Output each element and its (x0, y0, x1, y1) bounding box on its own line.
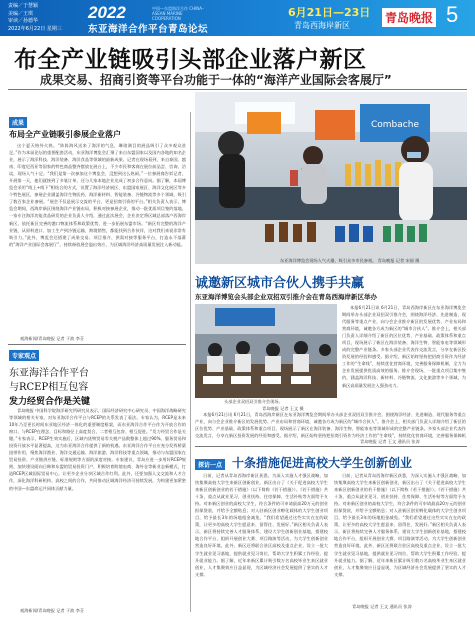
bottom-story-text-continued: 日前，记者从青岛西海岸新区获悉，为深入实施人才强区战略，加快集聚高校大学生来新区创新创业，新区出台了《关于促进高校大学生来新区创新创业的若干措施》（以下简称《若干措施》）。《若干措施》共十条，重点从就业见习、创业扶持、住房保障、生活补贴等方面给予支持。对来新区创业的高校大学生，符合条件的可申请最高20万元的创业担保贷款，并给予全额贴息；对入驻新区创业孵化载体的大学生创业项目，给予最长3年的场地租金减免。“我们希望通过这些实实在在的政策，让更多的高校大学生愿意来、留得住、发展好。”新区相关负责人表示，新区将持续完善人才服务体系，建设大学生创新创业基地，搭建校地合作平台，组织开展创业大赛、项目路演等活动，为大学生创新创业营造良好环境。此外，新区还将联合驻区高校及重点企业，设立一批大学生就业见习基地，提供就业见习岗位，帮助大学生积累工作经验、提升就业能力。据了解，近年来新区累计吸引数万名高校毕业生来区就业创业，人才集聚效应日益显现，为区域经济社会发展提供了坚实的人才支撑。 (334, 473, 466, 577)
bottom-story-divider (195, 446, 467, 447)
side-story-title-line2: 与RCEP相互包容 (9, 382, 89, 393)
section-tag-expert: 专家观点 (9, 350, 39, 361)
mid-story-title: 诚邀新区城市合伙人携手共赢 (195, 276, 365, 291)
section-tag-visit: 探访一点 (195, 459, 225, 470)
bottom-story-body-left (195, 472, 328, 612)
column-separator (190, 112, 191, 612)
mid-story-text: 本报6月21日讯 6月21日，青岛西海岸新区在东亚海洋博览会期间举办头部企业双招双引推介会，围绕海洋经济、先进制造、现代服务等重点产业，向与会企业推介新区的发展优势、产业布局和营商环境，诚邀各方成为新区的“城市合伙人”。推介会上，相关部门负责人详细介绍了新区的区位优势、产业基础、政策体系和重点项目，现场展示了新区在海洋装备、海洋生物、智能家电等领域形成的完整产业链条。多家头部企业代表作交流发言，分享在新区投资发展的经验和感受。据介绍，新区始终坚持把招商引资作为经济工作的“生命线”，持续优化营商环境，完善服务保障机制，全力为企业发展提供优质高效的服务。推介会现场，一批重点项目集中签约，涵盖海洋科技、新材料、冷链物流、文化旅游等多个领域，为新区高质量发展注入强劲动力。 (342, 305, 466, 388)
section-tag-results: 成果 (9, 117, 27, 128)
page-headline: 布全产业链吸引头部企业落户新区 (14, 47, 367, 73)
expo-photo-caption (280, 258, 419, 264)
event-dates: 6月21日—23日 (288, 6, 371, 19)
event-year: 2022 (88, 3, 126, 22)
svg-text:Combache: Combache (371, 120, 419, 130)
proof-line: 审读／孙德华 (8, 18, 39, 24)
expo-photo-credit: 青岛晚报 记者 宋丽 摄 (377, 258, 420, 263)
top-story-title: 布局全产业链吸引参展企业落户 (9, 130, 121, 139)
page-number: 5 (446, 2, 459, 27)
meeting-photo (195, 304, 337, 398)
bottom-story-credit: 青岛晚报 记者 王文 通讯员 张涛 (352, 604, 412, 609)
side-story-title-line1: 东亚海洋合作平台 (9, 368, 89, 379)
mid-story-body-bottom (195, 411, 466, 439)
side-story-text: 青岛晚报 中国科学院海洋研究所研究员表示，国际经济研究中心研究员、中国海洋战略研究等领域的相关专家，对东亚海洋合作平台与RCEP的关系发表了看法。专家认为，RCEP是未来10年乃至更长时间东亚地区经济一体化的重要制度框架，而东亚海洋合作平台作为开放合作的窗口，与RCEP在理念、目标和路径上高度契合，二者相互包容、相互促进。“发力经贸合作是关键。”专家表示，RCEP生效实施后，区域内货物贸易零关税产品数整体上超过90%，服务贸易和投资开放水平显著提高，这为东亚海洋合作提供了新的机遇。东亚海洋合作平台应充分发挥桥梁纽带作用，聚焦海洋渔业、海洋交通运输、海洋旅游、海洋科技等重点领域，推动与东盟国家在贸易投资、产业链供应链、标准规则等方面的深度对接。专家建议，青岛应进一步用好RCEP规则，加快建设面向日韩和东盟的贸易投资门户，积极培育跨境电商、海外仓等新业态新模式，打造RCEP区域国际贸易中心，让更多企业分享区域合作红利。此外，还要加强人文交流和人才合作，深化海洋科研机构、高校之间的合作，共同推动区域海洋经济可持续发展，为构建更加紧密的中国—东盟命运共同体贡献力量。 (9, 408, 186, 491)
mid-story-subtitle: 东亚海洋博览会头部企业双招双引推介会在青岛西海岸新区举办 (195, 293, 377, 301)
expo-photo-illustration (195, 92, 467, 264)
editor-info (8, 3, 62, 33)
mid-story-text-continued: 本报6月21日讯 6月21日，青岛西海岸新区在东亚海洋博览会期间举办头部企业双招双引推介会，围绕海洋经济、先进制造、现代服务等重点产业，向与会企业推介新区的发展优势、产业布局和营商环境，诚邀各方成为新区的“城市合伙人”。推介会上，相关部门负责人详细介绍了新区的区位优势、产业基础、政策体系和重点项目，现场展示了新区在海洋装备、海洋生物、智能家电等领域形成的完整产业链条。多家头部企业代表作交流发言，分享在新区投资发展的经验和感受。据介绍，新区始终坚持把招商引资作为经济工作的“生命线”，持续优化营商环境，完善服务保障机 (195, 412, 466, 439)
event-venue: 青岛西海岸新区 (294, 21, 350, 30)
meeting-photo-caption-text: 头部企业双招双引推介会现场。 (224, 399, 283, 404)
event-logo-text: 中国—东盟海洋合作 CHINA–ASEAN MARINE COOPERATION (152, 6, 204, 21)
designer-line: 美编／王琪 (8, 10, 34, 17)
expo-photo (195, 92, 467, 264)
mid-story-body-right (342, 304, 466, 412)
side-story-credit: 观海新闻/青岛晚报 记者 于波 李芬 (20, 608, 85, 613)
editor-line: 责编／于慧颖 (8, 3, 39, 9)
masthead-band (0, 0, 475, 36)
forum-name: 东亚海洋合作平台青岛论坛 (88, 24, 209, 35)
top-story-body (9, 142, 186, 336)
top-story-text: 这个夏天格外火热。“阵阵海风送来了海洋的气息，琳琅满目的展品吸引了众多观众驻足。”作为本届论坛的重要配套活动，东亚海洋博览会汇聚了来自东盟国家以及国内各地的知名企业，展示了海洋科技、海洋装备、海洋食品等领域的最新成果。记者在现场看到，来自泰国、越南、印度尼西亚等国家的特色商品整齐摆放在展台上，不少市民和客商在展位前品尝、咨询、洽谈，现场人气十足。“我们是第一次参加这个博览会，没想到这么热闹。”一位参展商告诉记者，开展第一天，他们就接到了多笔订单，还与几家本地企业达成了初步合作意向。据了解，本届博览会采用“线上+线下”相结合的方式，设置了海洋经济展区、东盟国家展区、海洋文化展区等多个特色展区，参展企业涵盖海洋生物医药、海洋新材料、智能装备、冷链物流等多个领域，吸引了数百家企业参展。“展会不仅是展示交流的平台，更是招商引资的平台。”相关负责人表示，博览会期间，西海岸新区围绕海洋产业链布局，积极对接参展企业，推动一批优质项目签约落地。一家专注海洋功能食品研发的企业负责人介绍，通过此次展会，企业决定将区域总部落户西海岸新区，依托新区完善的港口物流体系和政策优势，进一步拓展东盟市场。“新区有完整的海洋产业链，从原料进口、加工生产到冷链运输、跨境销售，都能找到合作伙伴，这对我们来说非常有吸引力。”此外，博览会还搭建了成果交易、项目推介、供需对接等服务平台，打造永不落幕的“海洋产业国际会客展厅”，持续释放展会溢出效应，为区域海洋经济高质量发展注入新动能。 (9, 143, 186, 247)
page-subheadline: 成果交易、招商引资等平台功能于一体的“海洋产业国际会客展厅” (40, 73, 392, 87)
bottom-story-title: 十条措施促进高校大学生创新创业 (232, 456, 413, 470)
headline-divider (8, 89, 467, 90)
mid-story-credit: 青岛晚报 记者 王文 通讯员 张涛 (360, 439, 420, 444)
expo-photo-caption-text: 东亚海洋博览会现场人气火爆，吸引众多市民参观。 (280, 258, 377, 263)
meeting-photo-illustration (195, 304, 337, 398)
top-story-credit: 观海新闻/青岛晚报 记者 于波 李芬 (20, 336, 85, 341)
newspaper-logo: 青岛晚报 (382, 8, 436, 27)
left-column-divider (8, 344, 186, 345)
side-story-title-line3: 发力经贸合作是关键 (9, 397, 91, 407)
date-line: 2022年6月22日 星期三 (8, 25, 62, 32)
meeting-photo-caption (224, 399, 283, 405)
meeting-photo-credit: 青岛晚报 记者 王文 摄 (262, 406, 304, 411)
bottom-story-body-right (334, 472, 466, 602)
bottom-story-text: 日前，记者从青岛西海岸新区获悉，为深入实施人才强区战略，加快集聚高校大学生来新区创新创业，新区出台了《关于促进高校大学生来新区创新创业的若干措施》（以下简称《若干措施》）。《若干措施》共十条，重点从就业见习、创业扶持、住房保障、生活补贴等方面给予支持。对来新区创业的高校大学生，符合条件的可申请最高20万元的创业担保贷款，并给予全额贴息；对入驻新区创业孵化载体的大学生创业项目，给予最长3年的场地租金减免。“我们希望通过这些实实在在的政策，让更多的高校大学生愿意来、留得住、发展好。”新区相关负责人表示，新区将持续完善人才服务体系，建设大学生创新创业基地，搭建校地合作平台，组织开展创业大赛、项目路演等活动，为大学生创新创业营造良好环境。此外，新区还将联合驻区高校及重点企业，设立一批大学生就业见习基地，提供就业见习岗位，帮助大学生积累工作经验、提升就业能力。据了解，近年来新区累计吸引数万名高校毕业生来区就业创业，人才集聚效应日益显现，为区域经济社会发展提供了坚实的人才支撑。 (195, 473, 328, 577)
side-story-body (9, 407, 186, 607)
